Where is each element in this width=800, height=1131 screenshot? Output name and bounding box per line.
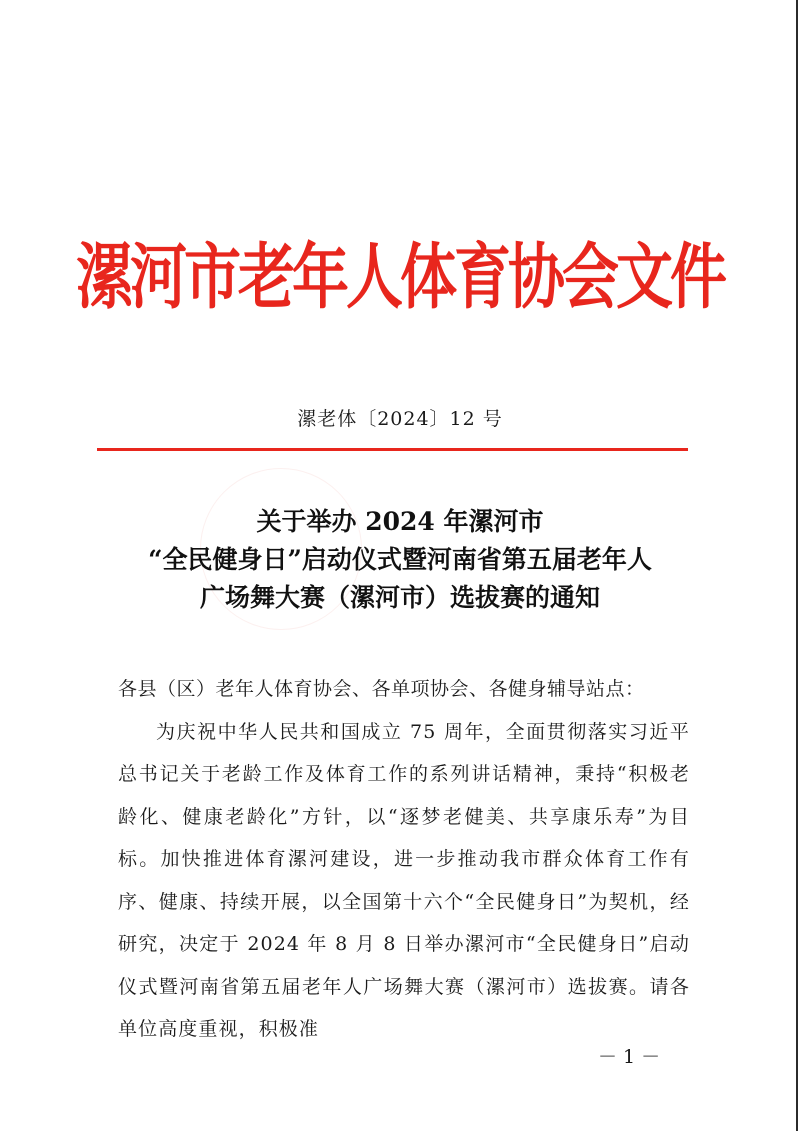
notice-title-line-1: 关于举办 2024 年漯河市 bbox=[256, 507, 544, 536]
document-header-title: 漯河市老年人体育协会文件 bbox=[76, 235, 724, 319]
document-number: 漯老体〔2024〕12 号 bbox=[297, 408, 503, 430]
red-divider-line bbox=[97, 448, 688, 451]
body-paragraph: 为庆祝中华人民共和国成立 75 周年，全面贯彻落实习近平总书记关于老龄工作及体育工作的系列讲话精神，秉持“积极老龄化、健康老龄化”方针，以“逐梦老健美、共享康乐寿”为目标。加快推进体育漯河建设，进一步推动我市群众体育工作有序、健康、持续开展，以全国第十六个“全民健身日”为契机，经研究，决定于 2024 年 8 月 8 日举办漯河市“全民健身日”启动仪式暨河南省第五届老年人广场舞大赛（漯河市）选拔赛。请各单位高度重视，积极准 bbox=[118, 720, 690, 1040]
notice-body bbox=[118, 668, 690, 1051]
notice-title bbox=[0, 503, 800, 617]
salutation: 各县（区）老年人体育协会、各单项协会、各健身辅导站点： bbox=[118, 678, 645, 700]
notice-title-line-3: 广场舞大赛（漯河市）选拔赛的通知 bbox=[199, 583, 600, 612]
page-number: － 1 － bbox=[598, 1046, 661, 1068]
notice-title-line-2: “全民健身日”启动仪式暨河南省第五届老年人 bbox=[148, 545, 652, 574]
